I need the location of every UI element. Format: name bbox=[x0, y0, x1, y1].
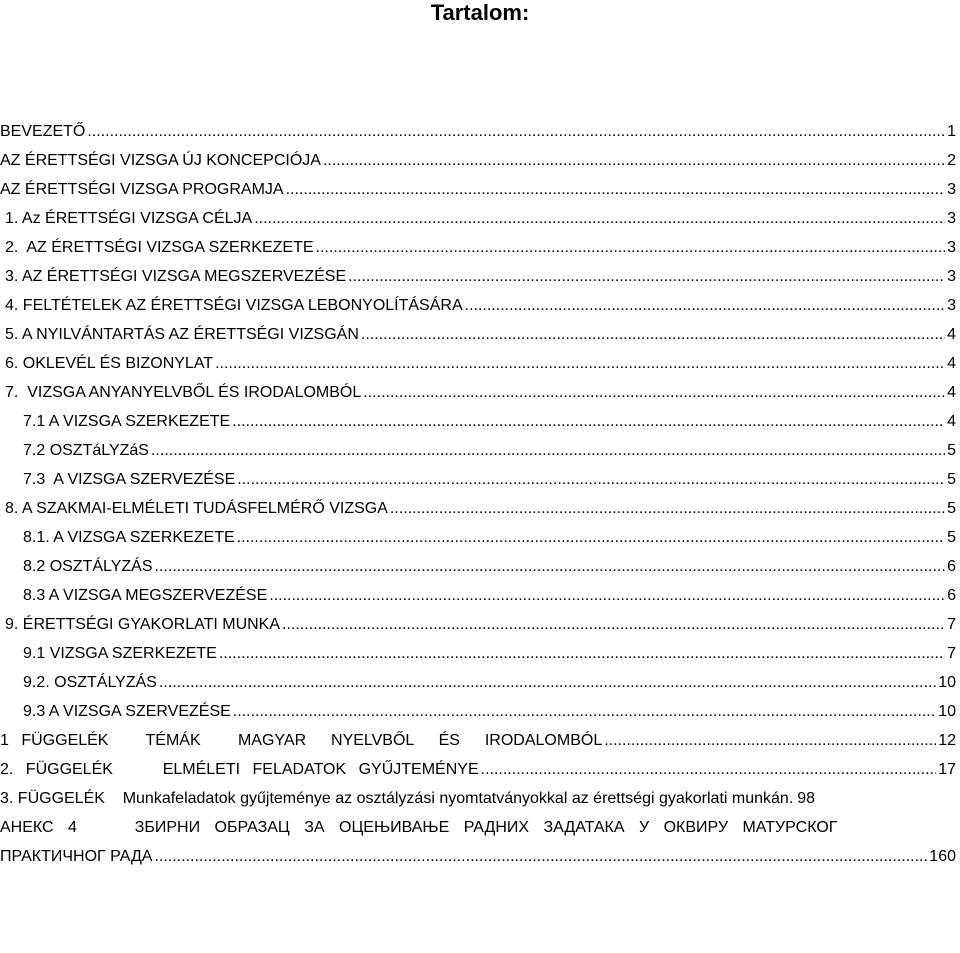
toc-entry-page: 160 bbox=[929, 848, 956, 865]
toc-leader-dots bbox=[215, 349, 945, 378]
toc-leader-dots bbox=[269, 581, 945, 610]
toc-entry bbox=[0, 523, 960, 552]
toc-entry-label: 8.1. A VIZSGA SZERKEZETE bbox=[23, 529, 235, 546]
toc-entry bbox=[0, 262, 960, 291]
toc-entry bbox=[0, 291, 960, 320]
toc-entry bbox=[0, 755, 960, 784]
toc-entry bbox=[0, 436, 960, 465]
toc-entry bbox=[0, 407, 960, 436]
toc-entry bbox=[0, 668, 960, 697]
toc-entry bbox=[0, 581, 960, 610]
toc-leader-dots bbox=[604, 726, 936, 755]
toc-entry-page: 7 bbox=[947, 645, 956, 662]
toc-entry-page: 3 bbox=[947, 239, 956, 256]
toc-entry bbox=[0, 349, 960, 378]
toc-leader-dots bbox=[233, 697, 936, 726]
toc-entry bbox=[0, 465, 960, 494]
toc-entry bbox=[0, 378, 960, 407]
toc-leader-dots bbox=[232, 407, 945, 436]
toc-entry-page: 4 bbox=[947, 326, 956, 343]
toc-entry-page: 5 bbox=[947, 529, 956, 546]
toc-leader-dots bbox=[154, 842, 927, 871]
toc-entry-label: 7. VIZSGA ANYANYELVBŐL ÉS IRODALOMBÓL bbox=[5, 384, 362, 401]
toc-leader-dots bbox=[237, 465, 945, 494]
toc-entry-page: 3 bbox=[947, 268, 956, 285]
toc-entry-label: 7.2 OSZTáLYZáS bbox=[23, 442, 149, 459]
toc-entry-page: 3 bbox=[947, 181, 956, 198]
toc-entry-label: BEVEZETŐ bbox=[0, 123, 86, 140]
toc-entry-page: 6 bbox=[947, 587, 956, 604]
toc-entry-label: 7.3 A VIZSGA SZERVEZÉSE bbox=[23, 471, 236, 488]
toc-entry bbox=[0, 117, 960, 146]
toc-entry-label: АНЕКС 4 ЗБИРНИ ОБРАЗАЦ ЗА ОЦЕЊИВАЊЕ РАДНИХ ЗАДАТАКА У ОКВИРУ МАТУРСКОГ bbox=[0, 819, 838, 836]
toc-entry-page: 12 bbox=[938, 732, 956, 749]
toc-entry-label: 7.1 A VIZSGA SZERKEZETE bbox=[23, 413, 231, 430]
toc-entry-page: 98 bbox=[797, 790, 816, 807]
toc-entry-label: 6. OKLEVÉL ÉS BIZONYLAT bbox=[5, 355, 214, 372]
toc-entry-page: 4 bbox=[947, 413, 956, 430]
toc-leader-dots bbox=[481, 755, 937, 784]
toc-entry-label: 9.1 VIZSGA SZERKEZETE bbox=[23, 645, 217, 662]
toc-entry bbox=[0, 784, 960, 813]
toc-entry bbox=[0, 610, 960, 639]
toc-entry-page: 1 bbox=[947, 123, 956, 140]
toc-entry-page: 6 bbox=[947, 558, 956, 575]
toc-entry-label: 8.2 OSZTÁLYZÁS bbox=[23, 558, 153, 575]
toc-entry bbox=[0, 204, 960, 233]
toc-entry-label: 9. ÉRETTSÉGI GYAKORLATI MUNKA bbox=[5, 616, 281, 633]
toc-entry-page: 7 bbox=[947, 616, 956, 633]
toc-entry-page: 17 bbox=[938, 761, 956, 778]
toc-entry bbox=[0, 697, 960, 726]
toc-entry-label: 8.3 A VIZSGA MEGSZERVEZÉSE bbox=[23, 587, 268, 604]
toc-leader-dots bbox=[363, 378, 945, 407]
toc-leader-dots bbox=[151, 436, 945, 465]
toc-leader-dots bbox=[282, 610, 945, 639]
toc-leader-dots bbox=[390, 494, 945, 523]
toc-entry-page: 2 bbox=[947, 152, 956, 169]
toc-entry-page: 5 bbox=[947, 500, 956, 517]
toc-leader-dots bbox=[87, 117, 945, 146]
toc-leader-dots bbox=[155, 552, 946, 581]
toc-entry-label: 4. FELTÉTELEK AZ ÉRETTSÉGI VIZSGA LEBONYOLÍTÁSÁRA bbox=[5, 297, 463, 314]
toc-entry-page: 3 bbox=[947, 210, 956, 227]
toc-leader-dots bbox=[361, 320, 945, 349]
toc-leader-dots bbox=[316, 233, 946, 262]
toc-entry bbox=[0, 233, 960, 262]
toc-entry bbox=[0, 552, 960, 581]
toc-entry-label: 9.2. OSZTÁLYZÁS bbox=[23, 674, 157, 691]
toc-leader-dots bbox=[159, 668, 936, 697]
toc-entry-page: 4 bbox=[947, 384, 956, 401]
toc-entry-label: AZ ÉRETTSÉGI VIZSGA ÚJ KONCEPCIÓJA bbox=[0, 152, 321, 169]
toc-entry bbox=[0, 146, 960, 175]
toc-entry-label: 9.3 A VIZSGA SZERVEZÉSE bbox=[23, 703, 231, 720]
toc-entry-label: 3. AZ ÉRETTSÉGI VIZSGA MEGSZERVEZÉSE bbox=[5, 268, 347, 285]
toc-entry bbox=[0, 175, 960, 204]
toc-entry-page: 10 bbox=[938, 703, 956, 720]
toc-entry-label: 3. FÜGGELÉK Munkafeladatok gyűjteménye az osztályzási nyomtatványokkal az érettségi gyakorlati munkán. bbox=[0, 790, 794, 807]
toc-entry-page: 5 bbox=[947, 442, 956, 459]
toc-leader-dots bbox=[348, 262, 945, 291]
toc-entry-page: 3 bbox=[947, 297, 956, 314]
toc-entry-label: 2. FÜGGELÉK ELMÉLETI FELADATOK GYŰJTEMÉNYE bbox=[0, 761, 479, 778]
toc-leader-dots bbox=[323, 146, 945, 175]
toc-leader-dots bbox=[237, 523, 945, 552]
toc-entry-page: 10 bbox=[938, 674, 956, 691]
toc-entry-label: 1. Az ÉRETTSÉGI VIZSGA CÉLJA bbox=[5, 210, 253, 227]
toc-entry-page: 5 bbox=[947, 471, 956, 488]
toc-entry bbox=[0, 726, 960, 755]
toc-entry bbox=[0, 813, 960, 842]
toc-entry bbox=[0, 639, 960, 668]
toc-entry-label: 2. AZ ÉRETTSÉGI VIZSGA SZERKEZETE bbox=[5, 239, 314, 256]
toc-leader-dots bbox=[219, 639, 945, 668]
table-of-contents bbox=[0, 117, 960, 871]
toc-entry bbox=[0, 842, 960, 871]
toc-entry bbox=[0, 494, 960, 523]
toc-leader-dots bbox=[254, 204, 945, 233]
toc-entry bbox=[0, 320, 960, 349]
toc-entry-label: 8. A SZAKMAI-ELMÉLETI TUDÁSFELMÉRŐ VIZSGA bbox=[5, 500, 388, 517]
toc-entry-label: 1 FÜGGELÉK TÉMÁK MAGYAR NYELVBŐL ÉS IRODALOMBÓL bbox=[0, 732, 603, 749]
toc-entry-label: 5. A NYILVÁNTARTÁS AZ ÉRETTSÉGI VIZSGÁN bbox=[5, 326, 359, 343]
toc-leader-dots bbox=[286, 175, 945, 204]
page-title: Tartalom: bbox=[430, 0, 530, 25]
toc-leader-dots bbox=[465, 291, 945, 320]
toc-entry-page: 4 bbox=[947, 355, 956, 372]
toc-entry-label: AZ ÉRETTSÉGI VIZSGA PROGRAMJA bbox=[0, 181, 284, 198]
toc-entry-label: ПРАКТИЧНОГ РАДА bbox=[0, 848, 153, 865]
